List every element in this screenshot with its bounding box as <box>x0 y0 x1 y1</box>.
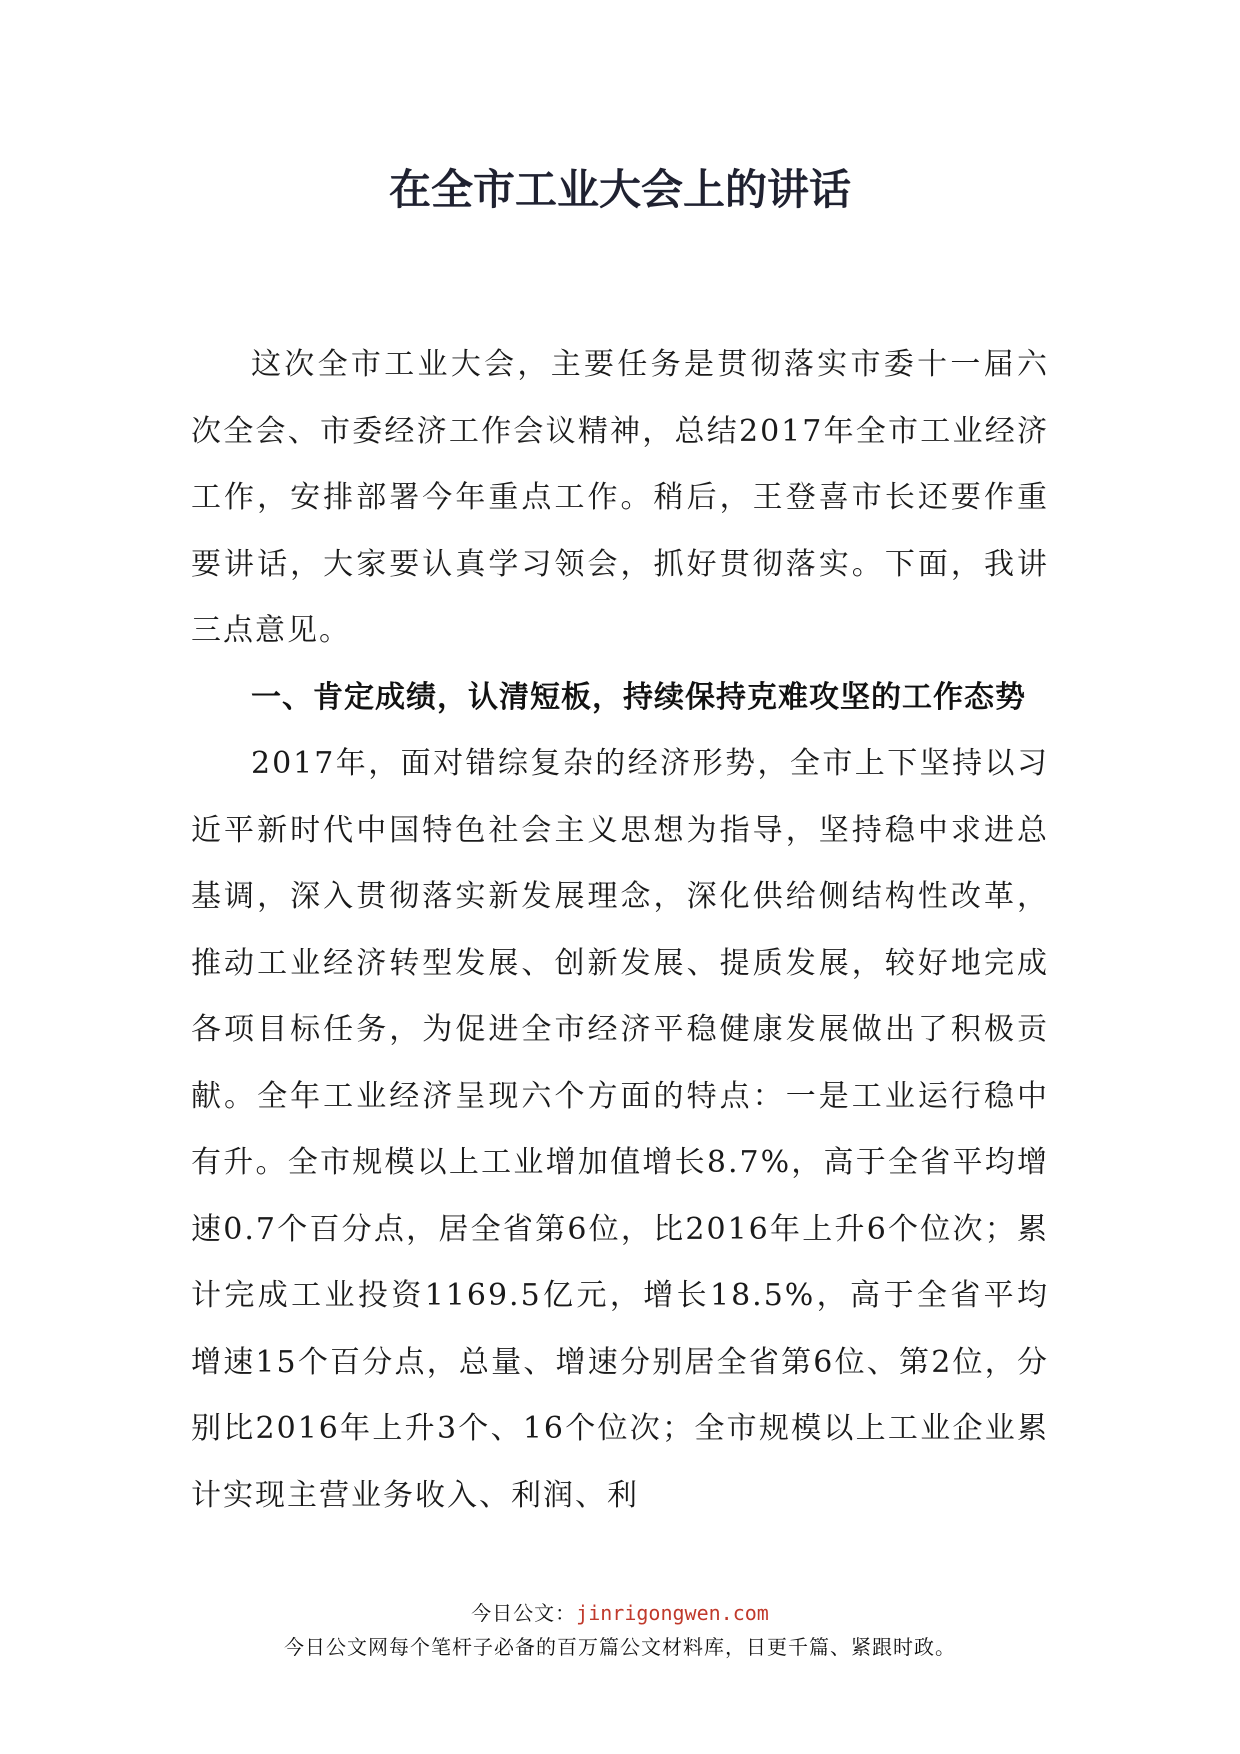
section-paragraph-1: 2017年，面对错综复杂的经济形势，全市上下坚持以习近平新时代中国特色社会主义思想为指导，坚持稳中求进总基调，深入贯彻落实新发展理念，深化供给侧结构性改革，推动工业经济转型发展、创新发展、提质发展，较好地完成各项目标任务，为促进全市经济平稳健康发展做出了积极贡献。全年工业经济呈现六个方面的特点：一是工业运行稳中有升。全市规模以上工业增加值增长8.7%，高于全省平均增速0.7个百分点，居全省第6位，比2016年上升6个位次；累计完成工业投资1169.5亿元，增长18.5%，高于全省平均增速15个百分点，总量、增速分别居全省第6位、第2位，分别比2016年上升3个、16个位次；全市规模以上工业企业累计实现主营业务收入、利润、利 <box>191 746 1049 1513</box>
section-heading-1: 一、肯定成绩，认清短板，持续保持克难攻坚的工作态势 <box>251 679 1026 715</box>
intro-paragraph: 这次全市工业大会，主要任务是贯彻落实市委十一届六次全会、市委经济工作会议精神，总结2017年全市工业经济工作，安排部署今年重点工作。稍后，王登喜市长还要作重要讲话，大家要认真学习领会，抓好贯彻落实。下面，我讲三点意见。 <box>191 347 1049 648</box>
page-title: 在全市工业大会上的讲话 <box>388 165 851 214</box>
footer-site-line <box>0 1596 1240 1630</box>
footer-slogan: 今日公文网每个笔杆子必备的百万篇公文材料库，日更千篇、紧跟时政。 <box>284 1635 956 1659</box>
document-body <box>191 332 1049 1529</box>
footer-site-link[interactable]: jinrigongwen.com <box>576 1601 769 1625</box>
page-footer <box>0 1596 1240 1664</box>
footer-site-label: 今日公文： <box>471 1601 577 1625</box>
